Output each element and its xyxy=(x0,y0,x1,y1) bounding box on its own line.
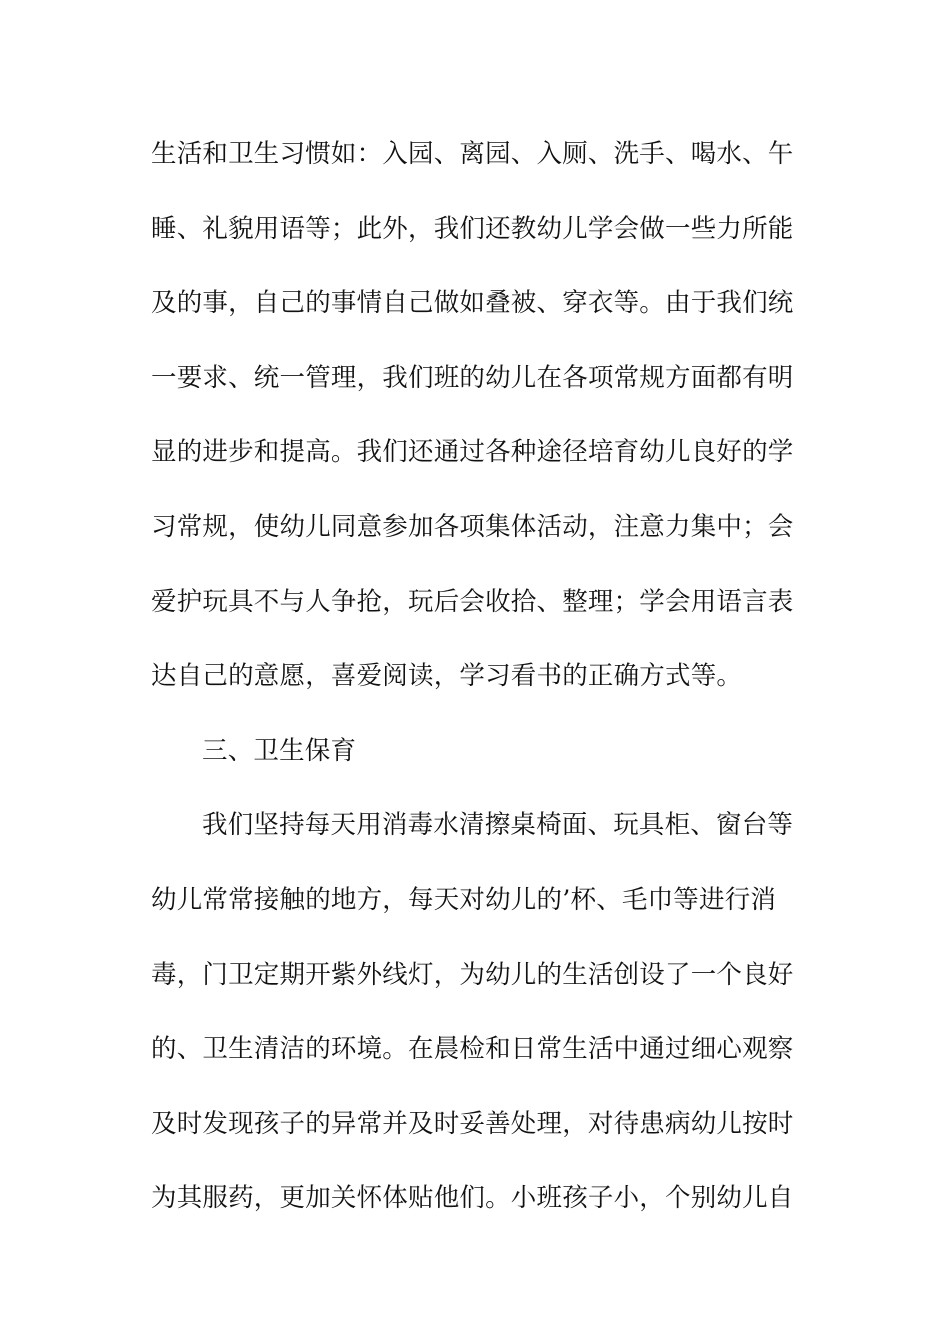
text-line: 习常规，使幼儿同意参加各项集体活动，注意力集中；会 xyxy=(151,511,794,542)
text-line: 及的事，自己的事情自己做如叠被、穿衣等。由于我们统 xyxy=(151,288,794,319)
text-line: 为其服药，更加关怀体贴他们。小班孩子小，个别幼儿自 xyxy=(151,1183,794,1214)
text-line: 毒，门卫定期开紫外线灯，为幼儿的生活创设了一个良好 xyxy=(151,959,794,990)
text-line: 及时发现孩子的异常并及时妥善处理，对待患病幼儿按时 xyxy=(151,1108,794,1139)
text-line: 一要求、统一管理，我们班的幼儿在各项常规方面都有明 xyxy=(151,362,794,393)
section-heading: 三、卫生保育 xyxy=(202,735,357,766)
text-line: 的、卫生清洁的环境。在晨检和日常生活中通过细心观察 xyxy=(151,1034,794,1065)
text-line: 生活和卫生习惯如：入园、离园、入厕、洗手、喝水、午 xyxy=(151,139,794,169)
text-line: 睡、礼貌用语等；此外，我们还教幼儿学会做一些力所能 xyxy=(151,213,794,244)
text-line: 幼儿常常接触的地方，每天对幼儿的’杯、毛巾等进行消 xyxy=(151,884,777,915)
text-line: 达自己的意愿，喜爱阅读，学习看书的正确方式等。 xyxy=(151,661,743,692)
text-column xyxy=(151,130,801,1249)
text-line: 我们坚持每天用消毒水清擦桌椅面、玩具柜、窗台等 xyxy=(202,810,794,841)
text-line: 爱护玩具不与人争抢，玩后会收拾、整理；学会用语言表 xyxy=(151,586,794,617)
text-line: 显的进步和提高。我们还通过各种途径培育幼儿良好的学 xyxy=(151,437,794,468)
